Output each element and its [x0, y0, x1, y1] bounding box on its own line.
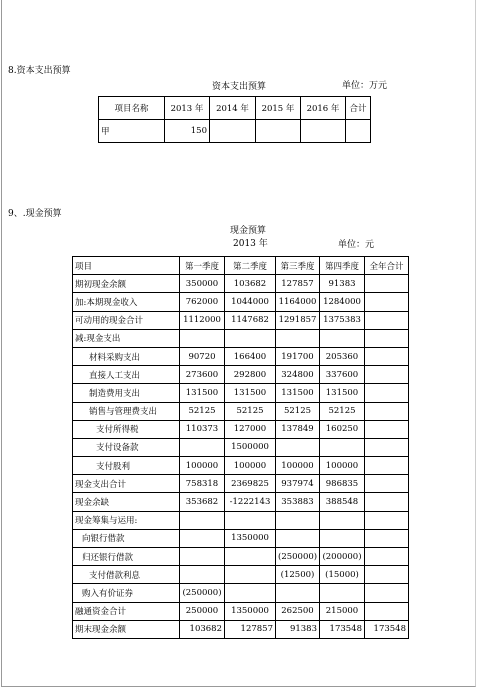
data-cell: 1044000 [225, 293, 276, 311]
table-row [73, 529, 409, 547]
table-row [73, 566, 409, 584]
data-cell: 273600 [180, 366, 225, 384]
data-cell [365, 384, 409, 402]
data-cell: 166400 [225, 347, 276, 365]
data-cell [365, 420, 409, 438]
data-cell: 292800 [225, 366, 276, 384]
data-cell: 191700 [276, 347, 320, 365]
header-cell: 2013 年 [165, 97, 210, 120]
data-cell: 1112000 [180, 311, 225, 329]
data-cell: 160250 [320, 420, 365, 438]
data-cell: 127857 [225, 620, 276, 638]
data-cell [365, 475, 409, 493]
data-cell [365, 438, 409, 456]
data-cell [210, 120, 256, 143]
data-cell [180, 511, 225, 529]
capital-header-row [99, 97, 371, 120]
data-cell: (200000) [320, 548, 365, 566]
section8-heading: 8.资本支出预算 [8, 66, 71, 76]
data-cell: 131500 [180, 384, 225, 402]
row-label: 材料采购支出 [73, 347, 180, 365]
data-cell: 1375383 [320, 311, 365, 329]
data-cell: 215000 [320, 602, 365, 620]
data-cell: (15000) [320, 566, 365, 584]
data-cell: 758318 [180, 475, 225, 493]
row-label: 现金支出合计 [73, 475, 180, 493]
data-cell: 52125 [225, 402, 276, 420]
data-cell [320, 438, 365, 456]
data-cell [180, 566, 225, 584]
table-row [73, 384, 409, 402]
table-row [73, 584, 409, 602]
data-cell: 762000 [180, 293, 225, 311]
row-label: 归还银行借款 [73, 548, 180, 566]
data-cell: 127000 [225, 420, 276, 438]
data-cell [365, 511, 409, 529]
header-cell: 合计 [346, 97, 371, 120]
row-label: 直接人工支出 [73, 366, 180, 384]
data-cell [365, 402, 409, 420]
data-cell: 1291857 [276, 311, 320, 329]
data-cell [365, 366, 409, 384]
data-cell: 110373 [180, 420, 225, 438]
header-cell: 第三季度 [276, 257, 320, 275]
data-cell: 100000 [276, 457, 320, 475]
data-cell: 1350000 [225, 602, 276, 620]
data-cell: 100000 [180, 457, 225, 475]
header-cell: 项目名称 [99, 97, 165, 120]
row-label: 加:本期现金收入 [73, 293, 180, 311]
data-cell: 103682 [180, 620, 225, 638]
data-cell [225, 329, 276, 347]
data-cell [365, 293, 409, 311]
header-cell: 第一季度 [180, 257, 225, 275]
data-cell [320, 329, 365, 347]
row-label: 制造费用支出 [73, 384, 180, 402]
data-cell: 90720 [180, 347, 225, 365]
cash-budget-unit: 单位：元 [338, 240, 375, 250]
capital-budget-table [98, 96, 371, 143]
data-cell: 353883 [276, 493, 320, 511]
data-cell [365, 493, 409, 511]
data-cell [180, 329, 225, 347]
data-cell [365, 347, 409, 365]
capital-budget-unit: 单位：万元 [342, 81, 388, 91]
row-label: 购入有价证券 [73, 584, 180, 602]
data-cell: 52125 [320, 402, 365, 420]
row-label: 期末现金余额 [73, 620, 180, 638]
header-cell: 2016 年 [301, 97, 346, 120]
cash-header-row [73, 257, 409, 275]
data-cell [320, 529, 365, 547]
table-row [73, 402, 409, 420]
data-cell: 131500 [320, 384, 365, 402]
data-cell [320, 584, 365, 602]
data-cell: 52125 [276, 402, 320, 420]
data-cell [276, 529, 320, 547]
data-cell: 103682 [225, 275, 276, 293]
header-cell: 项目 [73, 257, 180, 275]
data-cell [225, 584, 276, 602]
data-cell [301, 120, 346, 143]
table-row [73, 347, 409, 365]
data-cell [180, 548, 225, 566]
data-cell: 1500000 [225, 438, 276, 456]
data-cell [365, 275, 409, 293]
data-cell [365, 457, 409, 475]
table-row [73, 493, 409, 511]
data-cell: 388548 [320, 493, 365, 511]
row-label: 支付所得税 [73, 420, 180, 438]
data-cell: 131500 [276, 384, 320, 402]
table-row [73, 602, 409, 620]
data-cell: 1164000 [276, 293, 320, 311]
row-label: 支付借款利息 [73, 566, 180, 584]
data-cell: 150 [165, 120, 210, 143]
row-label: 支付设备款 [73, 438, 180, 456]
data-cell [276, 511, 320, 529]
data-cell: 1350000 [225, 529, 276, 547]
header-cell: 2015 年 [256, 97, 301, 120]
data-cell [365, 584, 409, 602]
capital-data-row [99, 120, 371, 143]
data-cell [365, 548, 409, 566]
data-cell: 937974 [276, 475, 320, 493]
data-cell [256, 120, 301, 143]
data-cell: 100000 [320, 457, 365, 475]
cash-budget-table [72, 256, 409, 639]
data-cell [365, 602, 409, 620]
header-cell: 全年合计 [365, 257, 409, 275]
data-cell: 173548 [365, 620, 409, 638]
data-cell: (12500) [276, 566, 320, 584]
data-cell: 137849 [276, 420, 320, 438]
data-cell [180, 438, 225, 456]
data-cell: 205360 [320, 347, 365, 365]
data-cell [276, 329, 320, 347]
row-label: 期初现金余额 [73, 275, 180, 293]
data-cell: 127857 [276, 275, 320, 293]
table-row [73, 548, 409, 566]
row-label: 减:现金支出 [73, 329, 180, 347]
table-row [73, 620, 409, 638]
data-cell: 100000 [225, 457, 276, 475]
data-cell [180, 529, 225, 547]
data-cell [225, 511, 276, 529]
row-label: 向银行借款 [73, 529, 180, 547]
data-cell: 250000 [180, 602, 225, 620]
data-cell: 1147682 [225, 311, 276, 329]
data-cell [276, 584, 320, 602]
data-cell [225, 548, 276, 566]
data-cell: 337600 [320, 366, 365, 384]
data-cell [320, 511, 365, 529]
data-cell [276, 438, 320, 456]
row-label: 支付股利 [73, 457, 180, 475]
header-cell: 第二季度 [225, 257, 276, 275]
table-row [73, 438, 409, 456]
row-label: 现金筹集与运用: [73, 511, 180, 529]
header-cell: 第四季度 [320, 257, 365, 275]
cash-budget-year: 2013 年 [233, 239, 268, 249]
table-row [73, 475, 409, 493]
row-label: 可动用的现金合计 [73, 311, 180, 329]
table-row [73, 420, 409, 438]
cash-budget-title: 现金预算 [230, 226, 267, 236]
data-cell: 1284000 [320, 293, 365, 311]
data-cell: 350000 [180, 275, 225, 293]
table-row [73, 366, 409, 384]
table-row [73, 311, 409, 329]
section9-heading: 9、.现金预算 [8, 209, 62, 219]
capital-budget-title: 资本支出预算 [212, 82, 267, 92]
data-cell: 131500 [225, 384, 276, 402]
data-cell: 91383 [276, 620, 320, 638]
data-cell: 262500 [276, 602, 320, 620]
data-cell: 52125 [180, 402, 225, 420]
data-cell [365, 329, 409, 347]
table-row [73, 293, 409, 311]
data-cell: (250000) [180, 584, 225, 602]
data-cell: 91383 [320, 275, 365, 293]
data-cell: -1222143 [225, 493, 276, 511]
data-cell: 2369825 [225, 475, 276, 493]
data-cell [365, 311, 409, 329]
data-cell [346, 120, 371, 143]
data-cell: 173548 [320, 620, 365, 638]
data-cell: 986835 [320, 475, 365, 493]
row-label: 融通资金合计 [73, 602, 180, 620]
data-cell: 353682 [180, 493, 225, 511]
data-cell [225, 566, 276, 584]
data-cell: 324800 [276, 366, 320, 384]
table-row [73, 511, 409, 529]
table-row [73, 329, 409, 347]
table-row [73, 457, 409, 475]
table-row [73, 275, 409, 293]
data-cell: (250000) [276, 548, 320, 566]
row-label: 现金余缺 [73, 493, 180, 511]
row-label: 销售与管理费支出 [73, 402, 180, 420]
header-cell: 2014 年 [210, 97, 256, 120]
data-cell [365, 566, 409, 584]
data-cell: 甲 [99, 120, 165, 143]
data-cell [365, 529, 409, 547]
